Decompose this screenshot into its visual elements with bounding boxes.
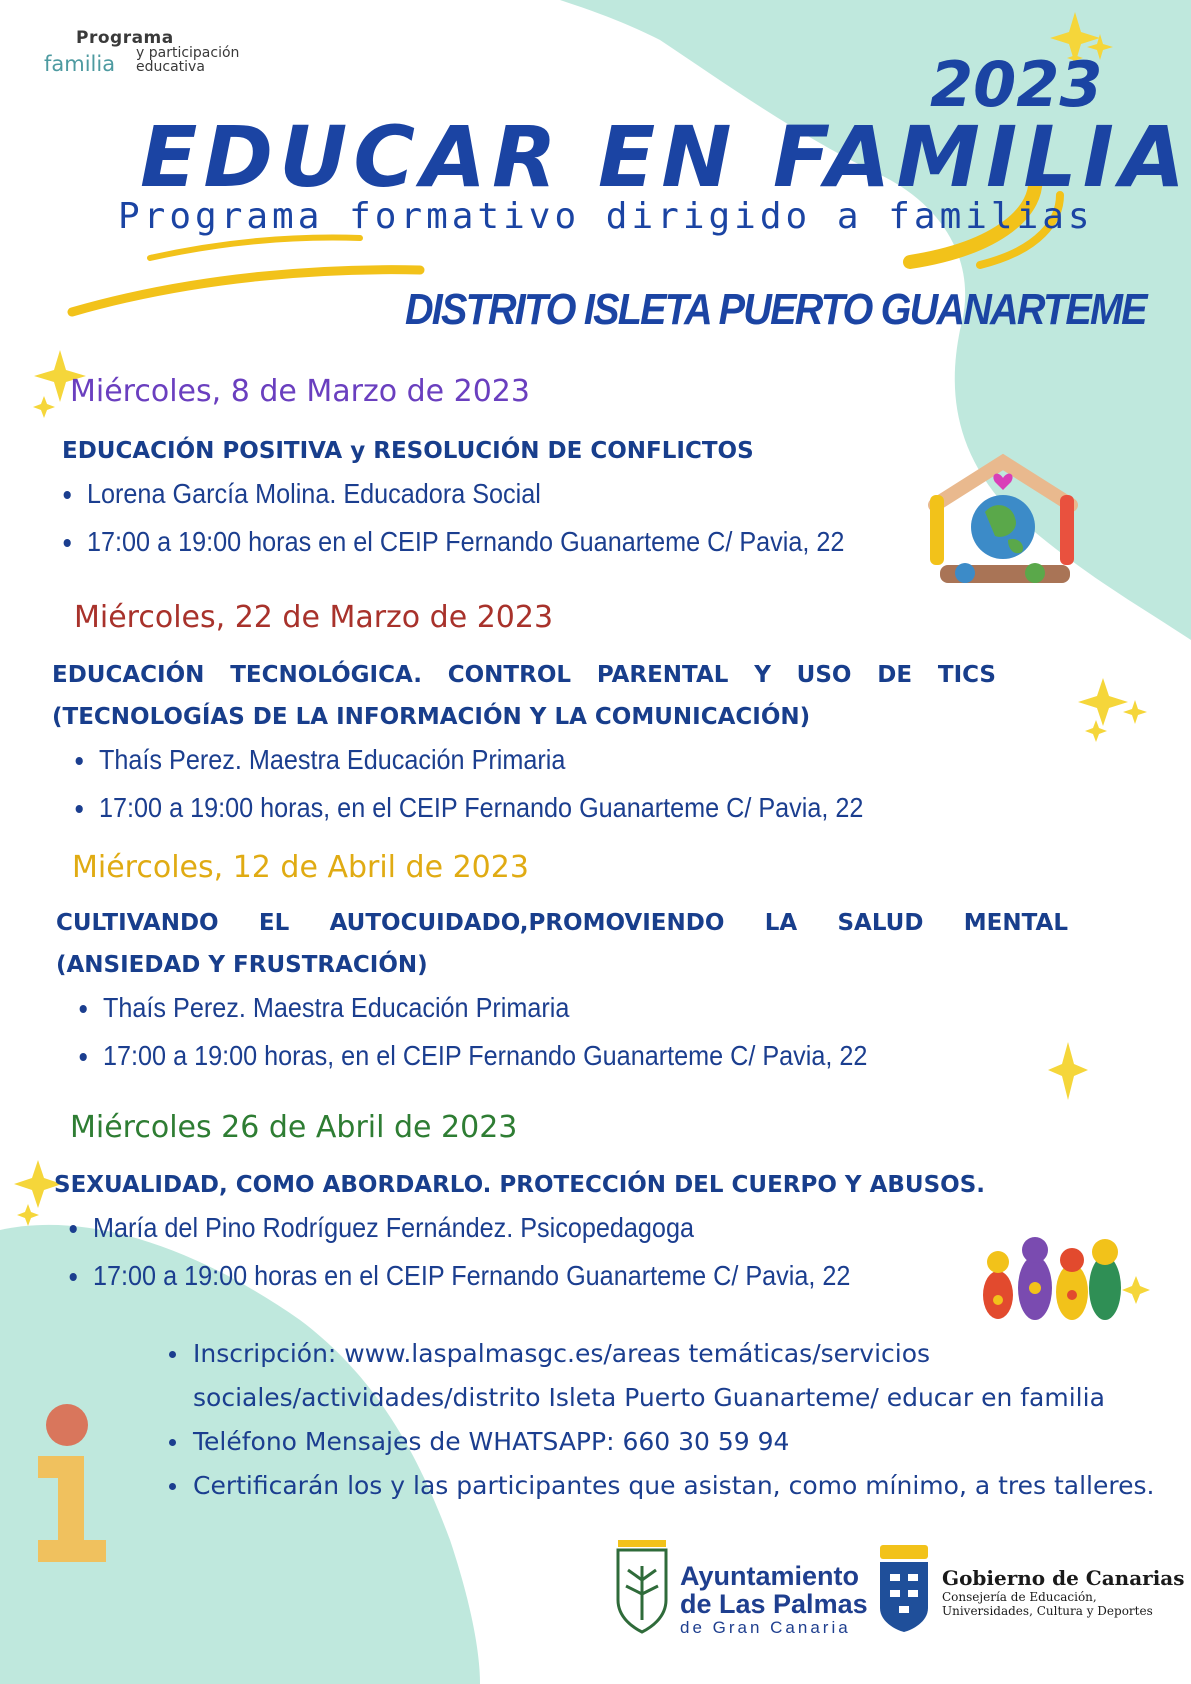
topic-word: CONTROL [447, 662, 572, 688]
logo-participacion: y participación [136, 45, 240, 61]
topic-word: USO [796, 662, 852, 688]
session-place: 17:00 a 19:00 horas, en el CEIP Fernando Guanarteme C/ Pavia, 22 [72, 788, 863, 836]
session-date: Miércoles, 8 de Marzo de 2023 [70, 374, 530, 409]
logo-line-participacion [136, 46, 239, 74]
session-topic [56, 910, 1068, 936]
topic-word: DE [877, 662, 913, 688]
session-details [72, 740, 951, 836]
info-inscription [166, 1332, 1154, 1420]
inscription-line-2[interactable]: sociales/actividades/distrito Isleta Puerto Guanarteme/ educar en familia [193, 1383, 1105, 1412]
session-speaker: María del Pino Rodríguez Fernández. Psicopedagoga [66, 1208, 850, 1256]
topic-word: TECNOLÓGICA. [230, 662, 422, 688]
ayto-line-1: Ayuntamiento [680, 1561, 860, 1591]
session-details [66, 1208, 938, 1304]
topic-word: MENTAL [963, 910, 1068, 936]
topic-word: EDUCACIÓN [52, 662, 205, 688]
gobierno-canarias-logo [942, 1566, 1185, 1618]
session-topic: SEXUALIDAD, COMO ABORDARLO. PROTECCIÓN DEL CUERPO Y ABUSOS. [54, 1172, 986, 1198]
ayuntamiento-crest-icon [618, 1540, 666, 1632]
page-subtitle: Programa formativo dirigido a familias [118, 196, 1094, 237]
session-topic [52, 662, 996, 688]
topic-word: AUTOCUIDADO,PROMOVIENDO [329, 910, 725, 936]
yellow-swoosh-upper [150, 238, 360, 258]
ayto-line-2: de Las Palmas [680, 1589, 868, 1619]
logo-line-programa: Programa [76, 28, 174, 48]
session-date: Miércoles 26 de Abril de 2023 [70, 1110, 518, 1145]
session-topic-line2: (ANSIEDAD Y FRUSTRACIÓN) [56, 952, 428, 978]
ayto-line-3: de Gran Canaria [680, 1618, 851, 1637]
dolls-illustration [983, 1237, 1121, 1320]
session-speaker: Lorena García Molina. Educadora Social [60, 474, 844, 522]
gob-line-1: Gobierno de Canarias [942, 1566, 1185, 1590]
info-certificate: Certificarán los y las participantes que asistan, como mínimo, a tres talleres. [166, 1464, 1154, 1508]
info-list [166, 1332, 1154, 1508]
session-date: Miércoles, 12 de Abril de 2023 [72, 850, 529, 885]
topic-word: EL [258, 910, 290, 936]
session-speaker: Thaís Perez. Maestra Educación Primaria [72, 740, 863, 788]
year-label: 2023 [930, 48, 1103, 121]
topic-word: Y [754, 662, 771, 688]
topic-word: CULTIVANDO [56, 910, 219, 936]
gob-line-2: Consejería de Educación, [942, 1590, 1097, 1604]
session-place: 17:00 a 19:00 horas en el CEIP Fernando Guanarteme C/ Pavia, 22 [66, 1256, 850, 1304]
session-speaker: Thaís Perez. Maestra Educación Primaria [76, 988, 867, 1036]
session-date: Miércoles, 22 de Marzo de 2023 [74, 600, 554, 635]
session-place: 17:00 a 19:00 horas, en el CEIP Fernando Guanarteme C/ Pavia, 22 [76, 1036, 867, 1084]
session-details [60, 474, 932, 570]
logo-line-familia: familia [44, 52, 116, 76]
topic-word: TICS [937, 662, 996, 688]
topic-word: PARENTAL [596, 662, 729, 688]
district-title: DISTRITO ISLETA PUERTO GUANARTEME [405, 285, 1146, 334]
session-place: 17:00 a 19:00 horas en el CEIP Fernando Guanarteme C/ Pavia, 22 [60, 522, 844, 570]
page-title: EDUCAR EN FAMILIA [140, 108, 1191, 206]
yellow-swoosh-lower [72, 270, 420, 312]
topic-word: LA [764, 910, 798, 936]
programa-familia-logo [44, 26, 264, 82]
session-details [76, 988, 955, 1084]
gob-line-3: Universidades, Cultura y Deportes [942, 1604, 1153, 1618]
topic-word: SALUD [837, 910, 924, 936]
ayuntamiento-logo [680, 1562, 868, 1638]
session-1 [70, 374, 950, 409]
inscription-line-1[interactable]: Inscripción: www.laspalmasgc.es/areas temáticas/servicios [193, 1339, 931, 1368]
info-phone: Teléfono Mensajes de WHATSAPP: 660 30 59 94 [166, 1420, 1154, 1464]
session-topic-line2: (TECNOLOGÍAS DE LA INFORMACIÓN Y LA COMUNICACIÓN) [52, 704, 811, 730]
gobierno-canarias-crest-icon [880, 1545, 928, 1632]
session-topic: EDUCACIÓN POSITIVA y RESOLUCIÓN DE CONFLICTOS [62, 438, 754, 464]
logo-educativa: educativa [136, 59, 205, 75]
